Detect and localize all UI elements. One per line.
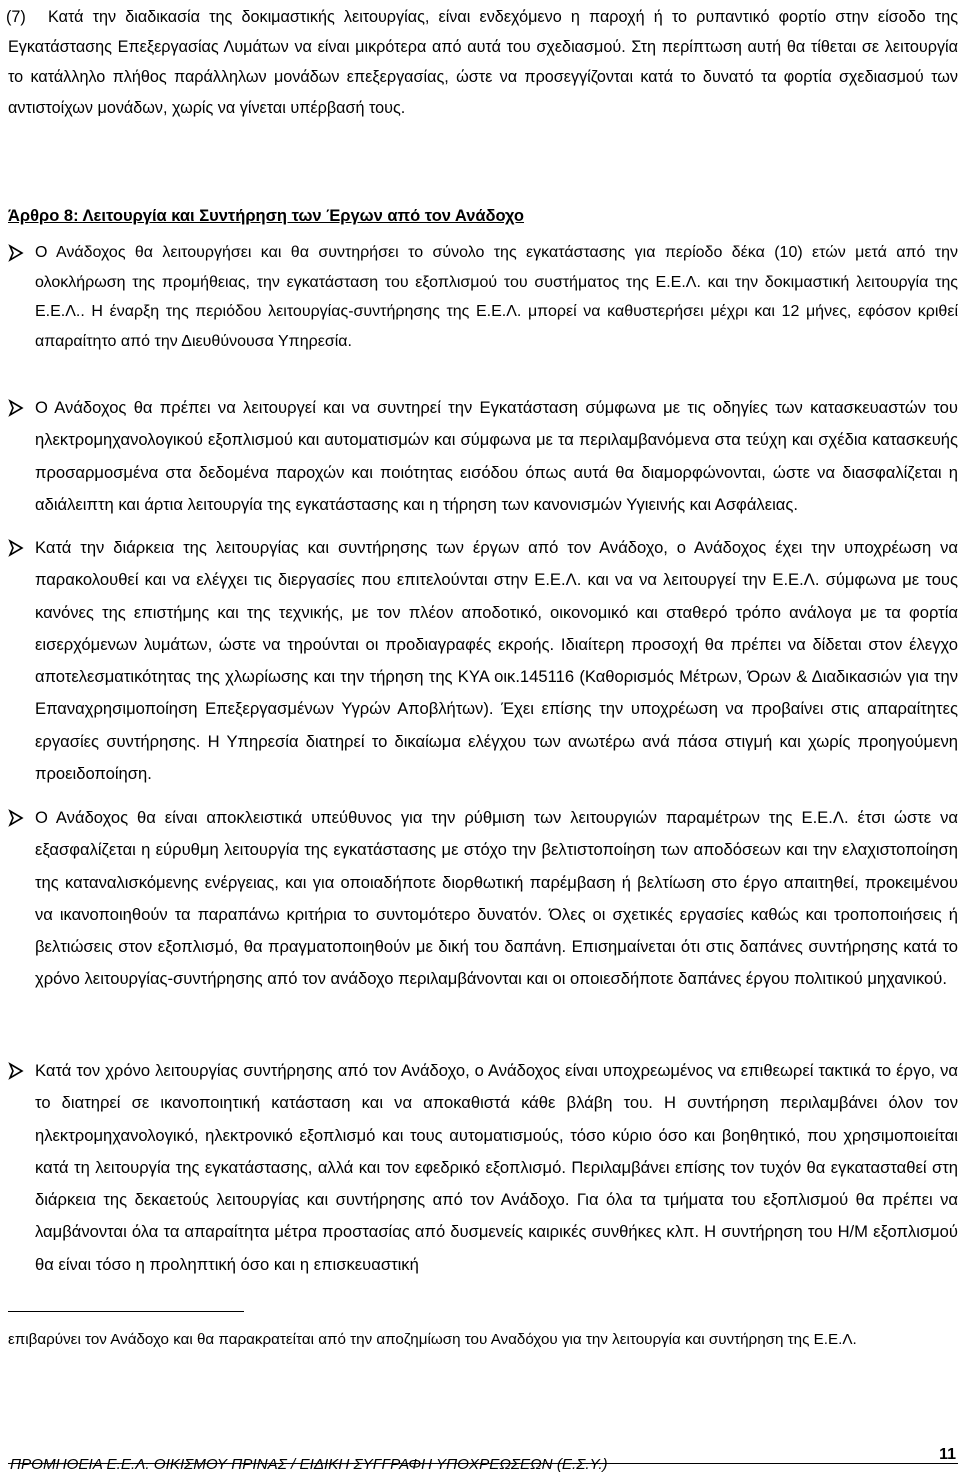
intro-paragraph — [8, 2, 958, 123]
bullet-item — [8, 532, 958, 790]
page-number: 11 — [939, 1446, 956, 1463]
bullet-text: Ο Ανάδοχος θα λειτουργήσει και θα συντηρήσει το σύνολο της εγκατάστασης για περίοδο δέκα (10) ετών μετά από την ολοκλήρωση της προμήθειας, την εγκατάσταση του εξοπλισμού του συστήματος της Ε.Ε.Λ. και την δοκιμαστική λειτουργία της Ε.Ε.Λ.. Η έναρξη της περιόδου λειτουργίας-συντήρησης της Ε.Ε.Λ. μπορεί να καθυστερήσει μέχρι και 12 μήνες, εφόσον κριθεί απαραίτητο από την Διευθύνουσα Υπηρεσία. — [35, 244, 958, 350]
intro-text: Κατά την διαδικασία της δοκιμαστικής λειτουργίας, είναι ενδεχόμενο η παροχή ή το ρυπαντικό φορτίο στην είσοδο της Εγκατάστασης Επεξεργασίας Λυμάτων να είναι μικρότερα από αυτά του σχεδιασμού. Στη περίπτωση αυτή θα τίθεται σε λειτουργία το κατάλληλο πλήθος παράλληλων μονάδων επεξεργασίας, ώστε να προσεγγίζονται κατά το δυνατό τα φορτία σχεδιασμού των αντιστοίχων μονάδων, χωρίς να γίνεται υπέρβασή τους. — [8, 8, 958, 117]
bullet-item — [8, 392, 958, 521]
bullet-text: Κατά την διάρκεια της λειτουργίας και συντήρησης των έργων από τον Ανάδοχο, ο Ανάδοχος έχει την υποχρέωση να παρακολουθεί και να ελέγχει τις διεργασίες που επιτελούνται στην Ε.Ε.Λ. και να να λειτουργεί την Ε.Ε.Λ. σύμφωνα με τους κανόνες της επιστήμης και της τεχνικής, με τον πλέον αποδοτικό, οικονομικό και σταθερό τρόπο ανάλογα με τα φορτία εισερχόμενων λυμάτων, ώστε να τηρούνται οι προδιαγραφές εκροής. Ιδιαίτερη προσοχή θα πρέπει να δίδεται στον έλεγχο αποτελεσματικότητας της χλωρίωσης και την τήρηση της ΚΥΑ οικ.145116 (Καθορισμός Μέτρων, Όρων & Διαδικασιών για την Επαναχρησιμοποίηση Επεξεργασμένων Υγρών Αποβλήτων). Έχει επίσης την υποχρέωση να προβαίνει στις απαραίτητες εργασίες συντήρησης. Η Υπηρεσία διατηρεί το δικαίωμα ελέγχου των ανωτέρω ανά πάσα στιγμή και χωρίς προηγούμενη προειδοποίηση. — [35, 538, 958, 784]
bullet-item — [8, 238, 958, 356]
bullet-text: Ο Ανάδοχος θα είναι αποκλειστικά υπεύθυνος για την ρύθμιση των λειτουργιών παραμέτρων της Ε.Ε.Λ. έτσι ώστε να εξασφαλίζεται η εύρυθμη λειτουργία της εγκατάστασης με στόχο την βελτιστοποίηση των αποδόσεων και την ελαχιστοποίηση της καταναλισκόμενης ενέργειας, και για οποιαδήποτε διορθωτική παρέμβαση ή βελτίωση στο έργο απαιτηθεί, προκειμένου να ικανοποιηθούν τα παραπάνω κριτήρια το συντομότερο δυνατόν. Όλες οι σχετικές εργασίες καθώς και τροποποιήσεις ή βελτιώσεις στον εξοπλισμό, θα πραγματοποιηθούν με δική του δαπάνη. Επισημαίνεται ότι στις δαπάνες συντήρησης κατά το χρόνο λειτουργίας-συντήρησης από τον ανάδοχο περιλαμβάνονται και οι οποιεσδήποτε δαπάνες έργου πολιτικού μηχανικού. — [35, 808, 958, 989]
footnote-divider — [8, 1311, 244, 1312]
arrow-bullet-icon — [8, 802, 26, 832]
footnote-text: επιβαρύνει τον Ανάδοχο και θα παρακρατείται από την αποζημίωση του Αναδόχου για την λειτουργία και συντήρηση της Ε.Ε.Λ. — [8, 1331, 857, 1348]
paragraph-number: (7) — [6, 8, 26, 26]
article-heading: Άρθρο 8: Λειτουργία και Συντήρηση των Έργων από τον Ανάδοχο — [8, 207, 525, 225]
arrow-bullet-icon — [8, 238, 26, 268]
arrow-bullet-icon — [8, 1055, 26, 1085]
footer-title: ΠΡΟΜΗΘΕΙΑ Ε.Ε.Λ. ΟΙΚΙΣΜΟΥ ΠΡΙΝΑΣ / ΕΙΔΙΚΗ ΣΥΓΓΡΑΦΗ ΥΠΟΧΡΕΩΣΕΩΝ (Ε.Σ.Υ.) — [10, 1456, 608, 1473]
arrow-bullet-icon — [8, 392, 26, 422]
arrow-bullet-icon — [8, 532, 26, 562]
bullet-item — [8, 802, 958, 996]
bullet-text: Κατά τον χρόνο λειτουργίας συντήρησης από τον Ανάδοχο, ο Ανάδοχος είναι υποχρεωμένος να επιθεωρεί τακτικά το έργο, να το διατηρεί σε ικανοποιητική κατάσταση και να αποκαθιστά κάθε βλάβη του. Η συντήρηση περιλαμβάνει όλον τον ηλεκτρομηχανολογικό, ηλεκτρονικό εξοπλισμό και τους αυτοματισμούς, τόσο κύριο όσο και βοηθητικό, που χρησιμοποιείται κατά τη λειτουργία της εγκατάστασης, αλλά και τον εφεδρικό εξοπλισμό. Περιλαμβάνει επίσης τον τυχόν θα εγκατασταθεί στη διάρκεια της δεκαετούς λειτουργίας και συντήρησης από τον Ανάδοχο. Για όλα τα τμήματα του εξοπλισμού θα πρέπει να λαμβάνονται όλα τα απαραίτητα μέτρα προστασίας από δυσμενείς καιρικές συνθήκες κλπ. Η συντήρηση του Η/Μ εξοπλισμού θα είναι τόσο η προληπτική όσο και η επισκευαστική — [35, 1061, 958, 1274]
bullet-item — [8, 1055, 958, 1281]
bullet-text: Ο Ανάδοχος θα πρέπει να λειτουργεί και να συντηρεί την Εγκατάσταση σύμφωνα με τις οδηγίες των κατασκευαστών του ηλεκτρομηχανολογικού εξοπλισμού και αυτοματισμών και σύμφωνα με τα περιλαμβανόμενα στα τεύχη και σχέδια κατασκευής προσαρμοσμένα στα δεδομένα παροχών και ποιότητας εισόδου όπως αυτά θα διαμορφώνονται, ώστε να διασφαλίζεται η αδιάλειπτη και άρτια λειτουργία της εγκατάστασης και η τήρηση των κανονισμών Υγιεινής και Ασφάλειας. — [35, 398, 958, 514]
